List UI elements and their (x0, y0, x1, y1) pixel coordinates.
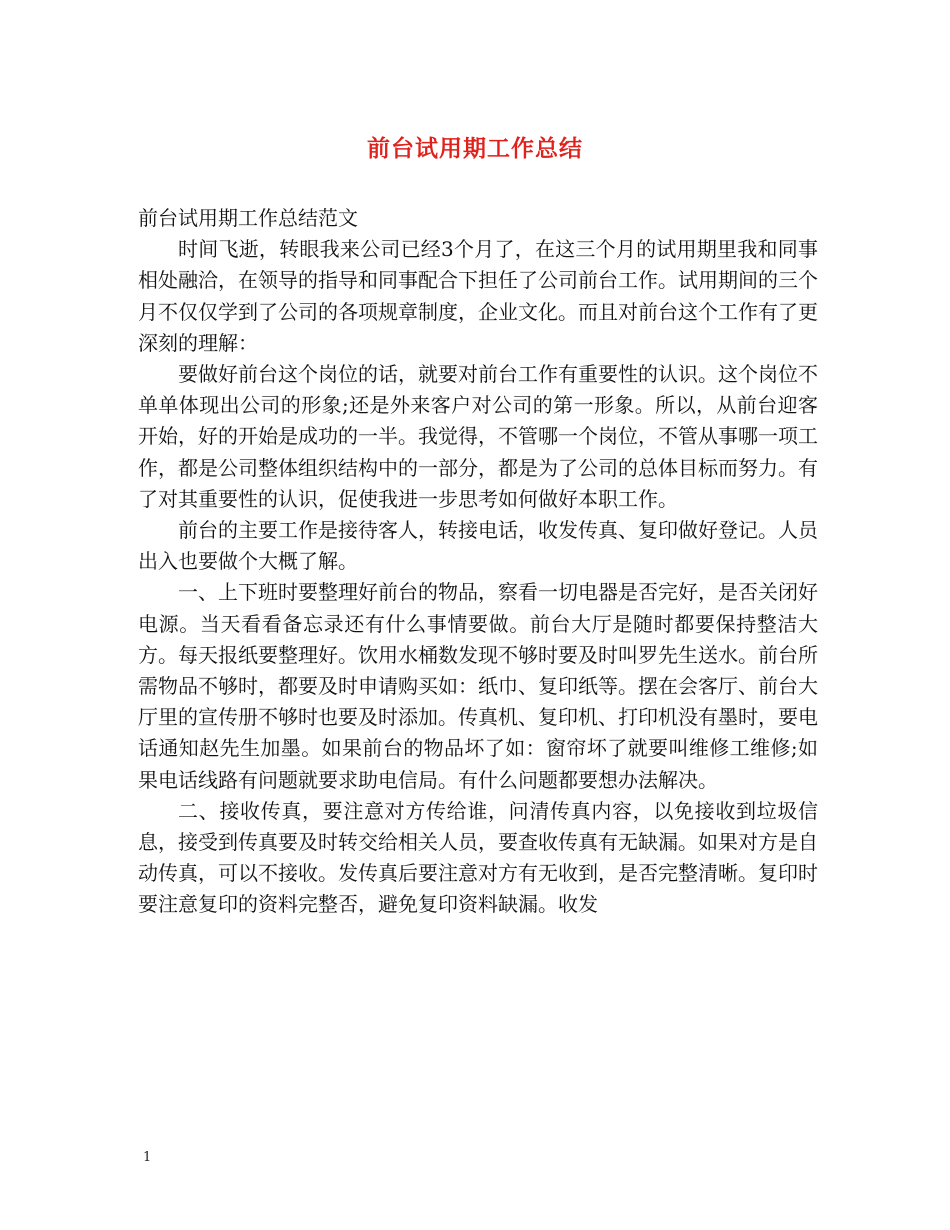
document-title: 前台试用期工作总结 (367, 135, 583, 162)
document-subtitle: 前台试用期工作总结范文 (138, 206, 358, 230)
paragraph-1: 时间飞逝，转眼我来公司已经3个月了，在这三个月的试用期里我和同事相处融洽，在领导的指导和同事配合下担任了公司前台工作。试用期间的三个月不仅仅学到了公司的各项规章制度，企业文化。而且对前台这个工作有了更深刻的理解： (138, 237, 818, 355)
paragraph-5: 二、接收传真，要注意对方传给谁，问清传真内容，以免接收到垃圾信息，接受到传真要及时转交给相关人员，要查收传真有无缺漏。如果对方是自动传真，可以不接收。发传真后要注意对方有无收到，是否完整清晰。复印时要注意复印的资料完整否，避免复印资料缺漏。收发 (138, 798, 818, 917)
paragraph-4: 一、上下班时要整理好前台的物品，察看一切电器是否完好，是否关闭好电源。当天看看备忘录还有什么事情要做。前台大厅是随时都要保持整洁大方。每天报纸要整理好。饮用水桶数发现不够时要及时叫罗先生送水。前台所需物品不够时，都要及时申请购买如：纸巾、复印纸等。摆在会客厅、前台大厅里的宣传册不够时也要及时添加。传真机、复印机、打印机没有墨时，要电话通知赵先生加墨。如果前台的物品坏了如：窗帘坏了就要叫维修工维修;如果电话线路有问题就要求助电信局。有什么问题都要想办法解决。 (138, 580, 818, 792)
page-number: 1 (143, 1150, 152, 1165)
paragraph-2: 要做好前台这个岗位的话，就要对前台工作有重要性的认识。这个岗位不单单体现出公司的形象;还是外来客户对公司的第一形象。所以，从前台迎客开始，好的开始是成功的一半。我觉得，不管哪一个岗位，不管从事哪一项工作，都是公司整体组织结构中的一部分，都是为了公司的总体目标而努力。有了对其重要性的认识，促使我进一步思考如何做好本职工作。 (138, 362, 818, 511)
paragraph-3: 前台的主要工作是接待客人，转接电话，收发传真、复印做好登记。人员出入也要做个大概了解。 (138, 518, 818, 574)
document-body (138, 203, 818, 921)
